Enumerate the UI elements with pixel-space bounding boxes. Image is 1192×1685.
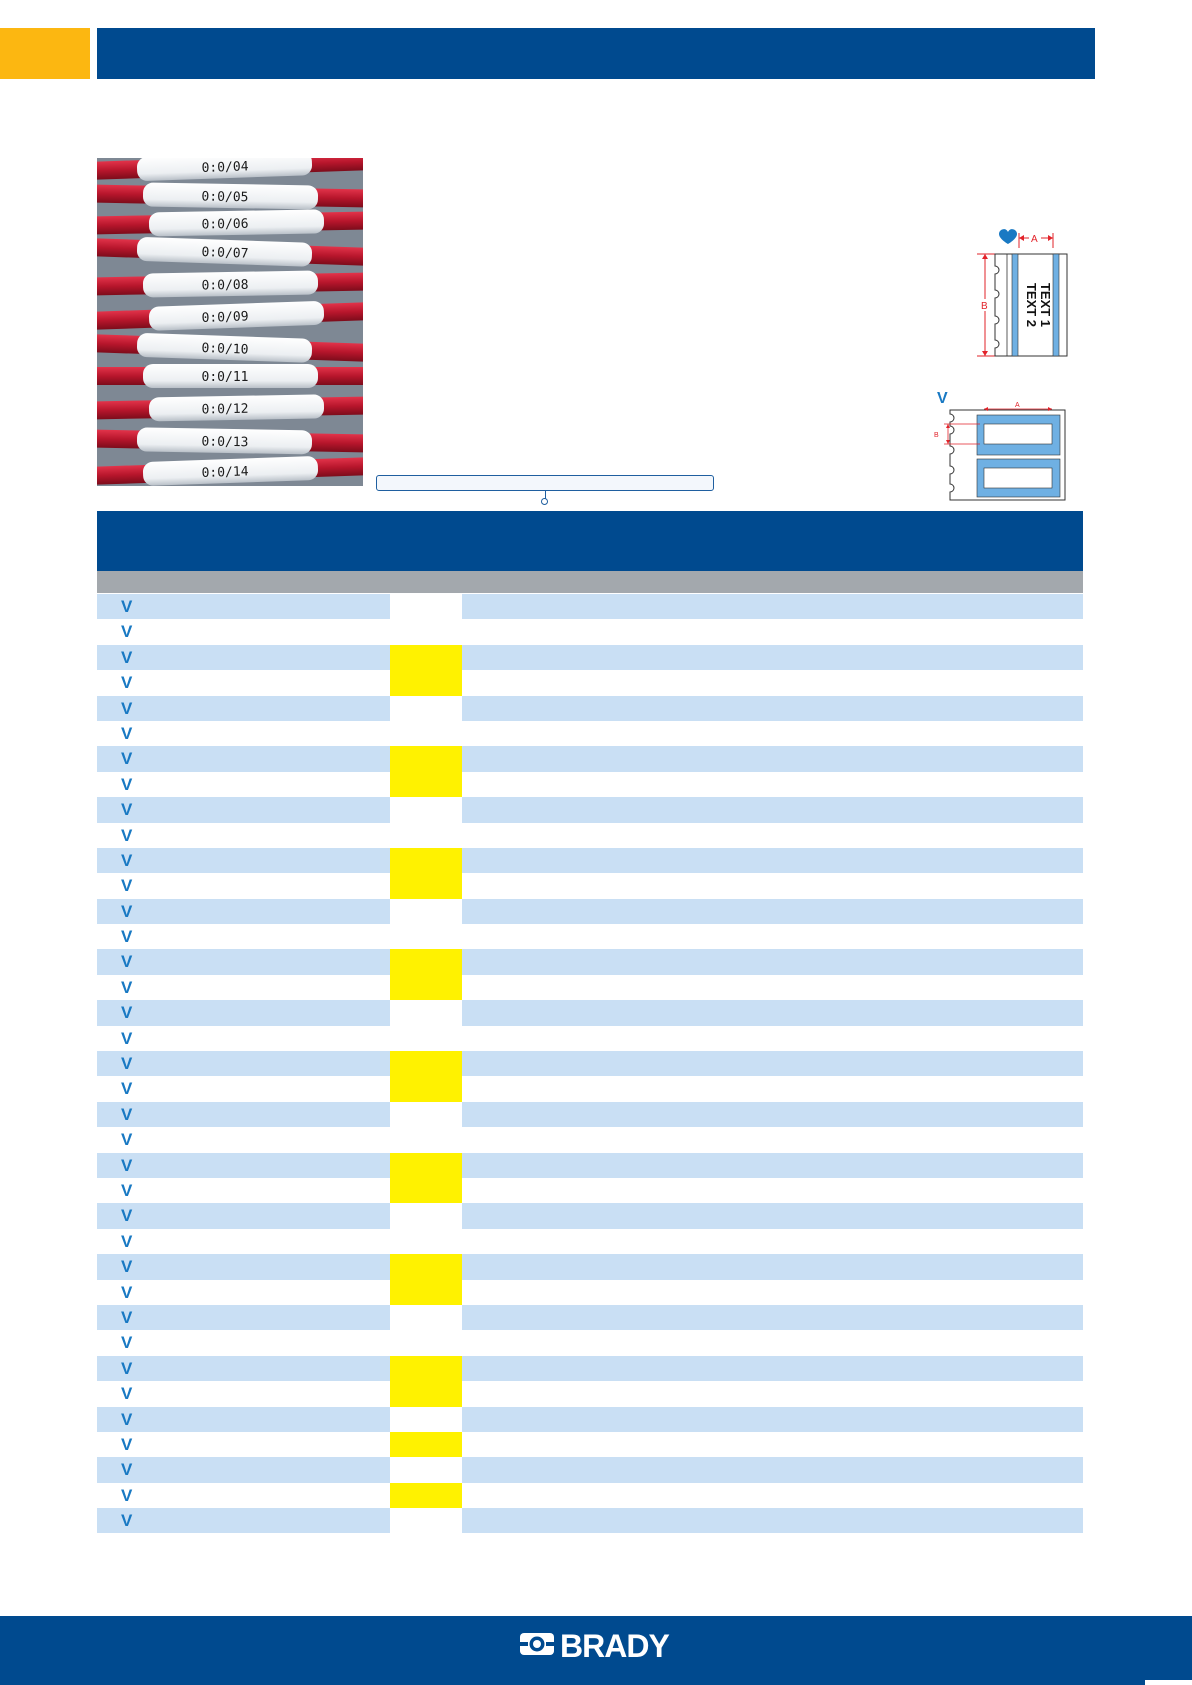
cable-markers-illustration [97,158,363,486]
cable-marker [97,364,363,388]
table-row [97,823,1083,848]
table-row [97,1483,1083,1508]
row-v-marker: V [121,698,133,718]
row-v-marker: V [121,927,133,947]
row-v-marker: V [121,1511,133,1531]
row-v-marker: V [121,825,133,845]
marker-label: 0:0/07 [201,245,249,262]
row-v-marker: V [121,901,133,921]
table-row [97,1127,1083,1152]
plain-cell [390,1457,462,1482]
row-v-marker: V [121,723,133,743]
header-accent-block [0,28,90,79]
page-corner-mark [1145,1680,1192,1685]
row-v-marker: V [121,1358,133,1378]
table-row [97,1102,1083,1127]
highlight-cell [390,1254,462,1279]
row-v-marker: V [121,1333,133,1353]
table-row [97,797,1083,822]
table-row [97,1000,1083,1025]
marker-label: 0:0/13 [201,434,249,451]
dim-a-label: A [1031,234,1038,245]
plain-cell [390,1508,462,1533]
plain-cell [390,797,462,822]
row-v-marker: V [121,1460,133,1480]
table-row [97,1381,1083,1406]
table-row [97,772,1083,797]
table-row [97,1508,1083,1533]
row-v-marker: V [121,1282,133,1302]
highlight-cell [390,1356,462,1381]
highlight-cell [390,848,462,873]
highlight-cell [390,975,462,1000]
table-row [97,1153,1083,1178]
table-row [97,949,1083,974]
plain-cell [390,1102,462,1127]
table-row [97,670,1083,695]
plain-cell [390,924,462,949]
table-row [97,1076,1083,1101]
marker-label: 0:0/05 [201,189,249,206]
label-dimension-diagram-top [955,228,1070,363]
table-row [97,746,1083,771]
table-row [97,1330,1083,1355]
table-row [97,1178,1083,1203]
row-v-marker: V [121,1485,133,1505]
highlight-cell [390,670,462,695]
row-v-marker: V [121,1257,133,1277]
table-row [97,1051,1083,1076]
table-row [97,1280,1083,1305]
row-v-marker: V [121,1130,133,1150]
row-v-marker: V [121,597,133,616]
row-v-marker: V [121,1054,133,1074]
row-v-marker: V [121,749,133,769]
row-v-marker: V [121,1434,133,1454]
row-v-marker: V [121,876,133,896]
heart-icon [999,229,1017,244]
plain-cell [390,1203,462,1228]
row-v-marker: V [121,673,133,693]
table-row [97,1305,1083,1330]
plain-cell [390,1000,462,1025]
highlight-cell [390,645,462,670]
plain-cell [390,619,462,644]
table-row [97,1229,1083,1254]
v-marker-label: V [937,390,948,407]
dim-b-label: B [981,301,988,312]
plain-cell [390,721,462,746]
highlight-cell [390,1178,462,1203]
highlight-cell [390,1381,462,1406]
row-v-marker: V [121,647,133,667]
table-row [97,645,1083,670]
table-row [97,696,1083,721]
callout-box [376,475,714,491]
plain-cell [390,594,462,619]
plain-cell [390,899,462,924]
row-v-marker: V [121,1155,133,1175]
table-row [97,1356,1083,1381]
table-row [97,924,1083,949]
row-v-marker: V [121,1104,133,1124]
marker-label: 0:0/12 [201,401,249,418]
marker-label: 0:0/11 [201,370,249,385]
highlight-cell [390,772,462,797]
marker-label: 0:0/08 [201,277,249,294]
table-row [97,848,1083,873]
cable-markers-photo [97,158,363,486]
dim-a-label-small: A [1015,402,1020,409]
highlight-cell [390,1153,462,1178]
row-v-marker: V [121,952,133,972]
row-v-marker: V [121,1206,133,1226]
row-v-marker: V [121,977,133,997]
plain-cell [390,696,462,721]
highlight-cell [390,1280,462,1305]
table-row [97,1457,1083,1482]
table-header [97,511,1083,571]
table-row [97,1407,1083,1432]
highlight-cell [390,1483,462,1508]
highlight-cell [390,873,462,898]
table-row [97,1026,1083,1051]
plain-cell [390,1330,462,1355]
sample-text-line-2: TEXT 2 [1024,282,1039,328]
marker-label: 0:0/10 [201,341,249,358]
highlight-cell [390,746,462,771]
table-row [97,721,1083,746]
table-row [97,594,1083,619]
table-row [97,619,1083,644]
row-v-marker: V [121,1384,133,1404]
brady-logo [518,1626,674,1662]
row-v-marker: V [121,800,133,820]
plain-cell [390,1026,462,1051]
label-dimension-diagram-bottom [920,388,1075,503]
row-v-marker: V [121,1079,133,1099]
row-v-marker: V [121,1307,133,1327]
table-row [97,1432,1083,1457]
plain-cell [390,1127,462,1152]
row-v-marker: V [121,1028,133,1048]
highlight-cell [390,949,462,974]
plain-cell [390,1229,462,1254]
table-row [97,1254,1083,1279]
plain-cell [390,823,462,848]
table-row [97,975,1083,1000]
highlight-cell [390,1432,462,1457]
table-subheader [97,571,1083,593]
product-table-body [97,594,1083,1533]
row-v-marker: V [121,1409,133,1429]
plain-cell [390,1305,462,1330]
brady-logo-icon [520,1633,554,1655]
plain-cell [390,1407,462,1432]
brady-wordmark: BRADY [560,1628,669,1662]
highlight-cell [390,1076,462,1101]
header-title-bar [97,28,1095,79]
marker-label: 0:0/09 [201,309,249,326]
table-row [97,873,1083,898]
row-v-marker: V [121,774,133,794]
row-v-marker: V [121,622,133,642]
highlight-cell [390,1051,462,1076]
row-v-marker: V [121,1231,133,1251]
sample-text-line-1: TEXT 1 [1038,282,1053,328]
row-v-marker: V [121,850,133,870]
marker-label: 0:0/14 [201,464,249,481]
marker-label: 0:0/04 [201,159,249,176]
callout-dot [541,498,548,505]
dim-b-label-small: B [934,432,939,439]
table-row [97,899,1083,924]
table-row [97,1203,1083,1228]
row-v-marker: V [121,1003,133,1023]
row-v-marker: V [121,1180,133,1200]
marker-label: 0:0/06 [201,216,249,233]
